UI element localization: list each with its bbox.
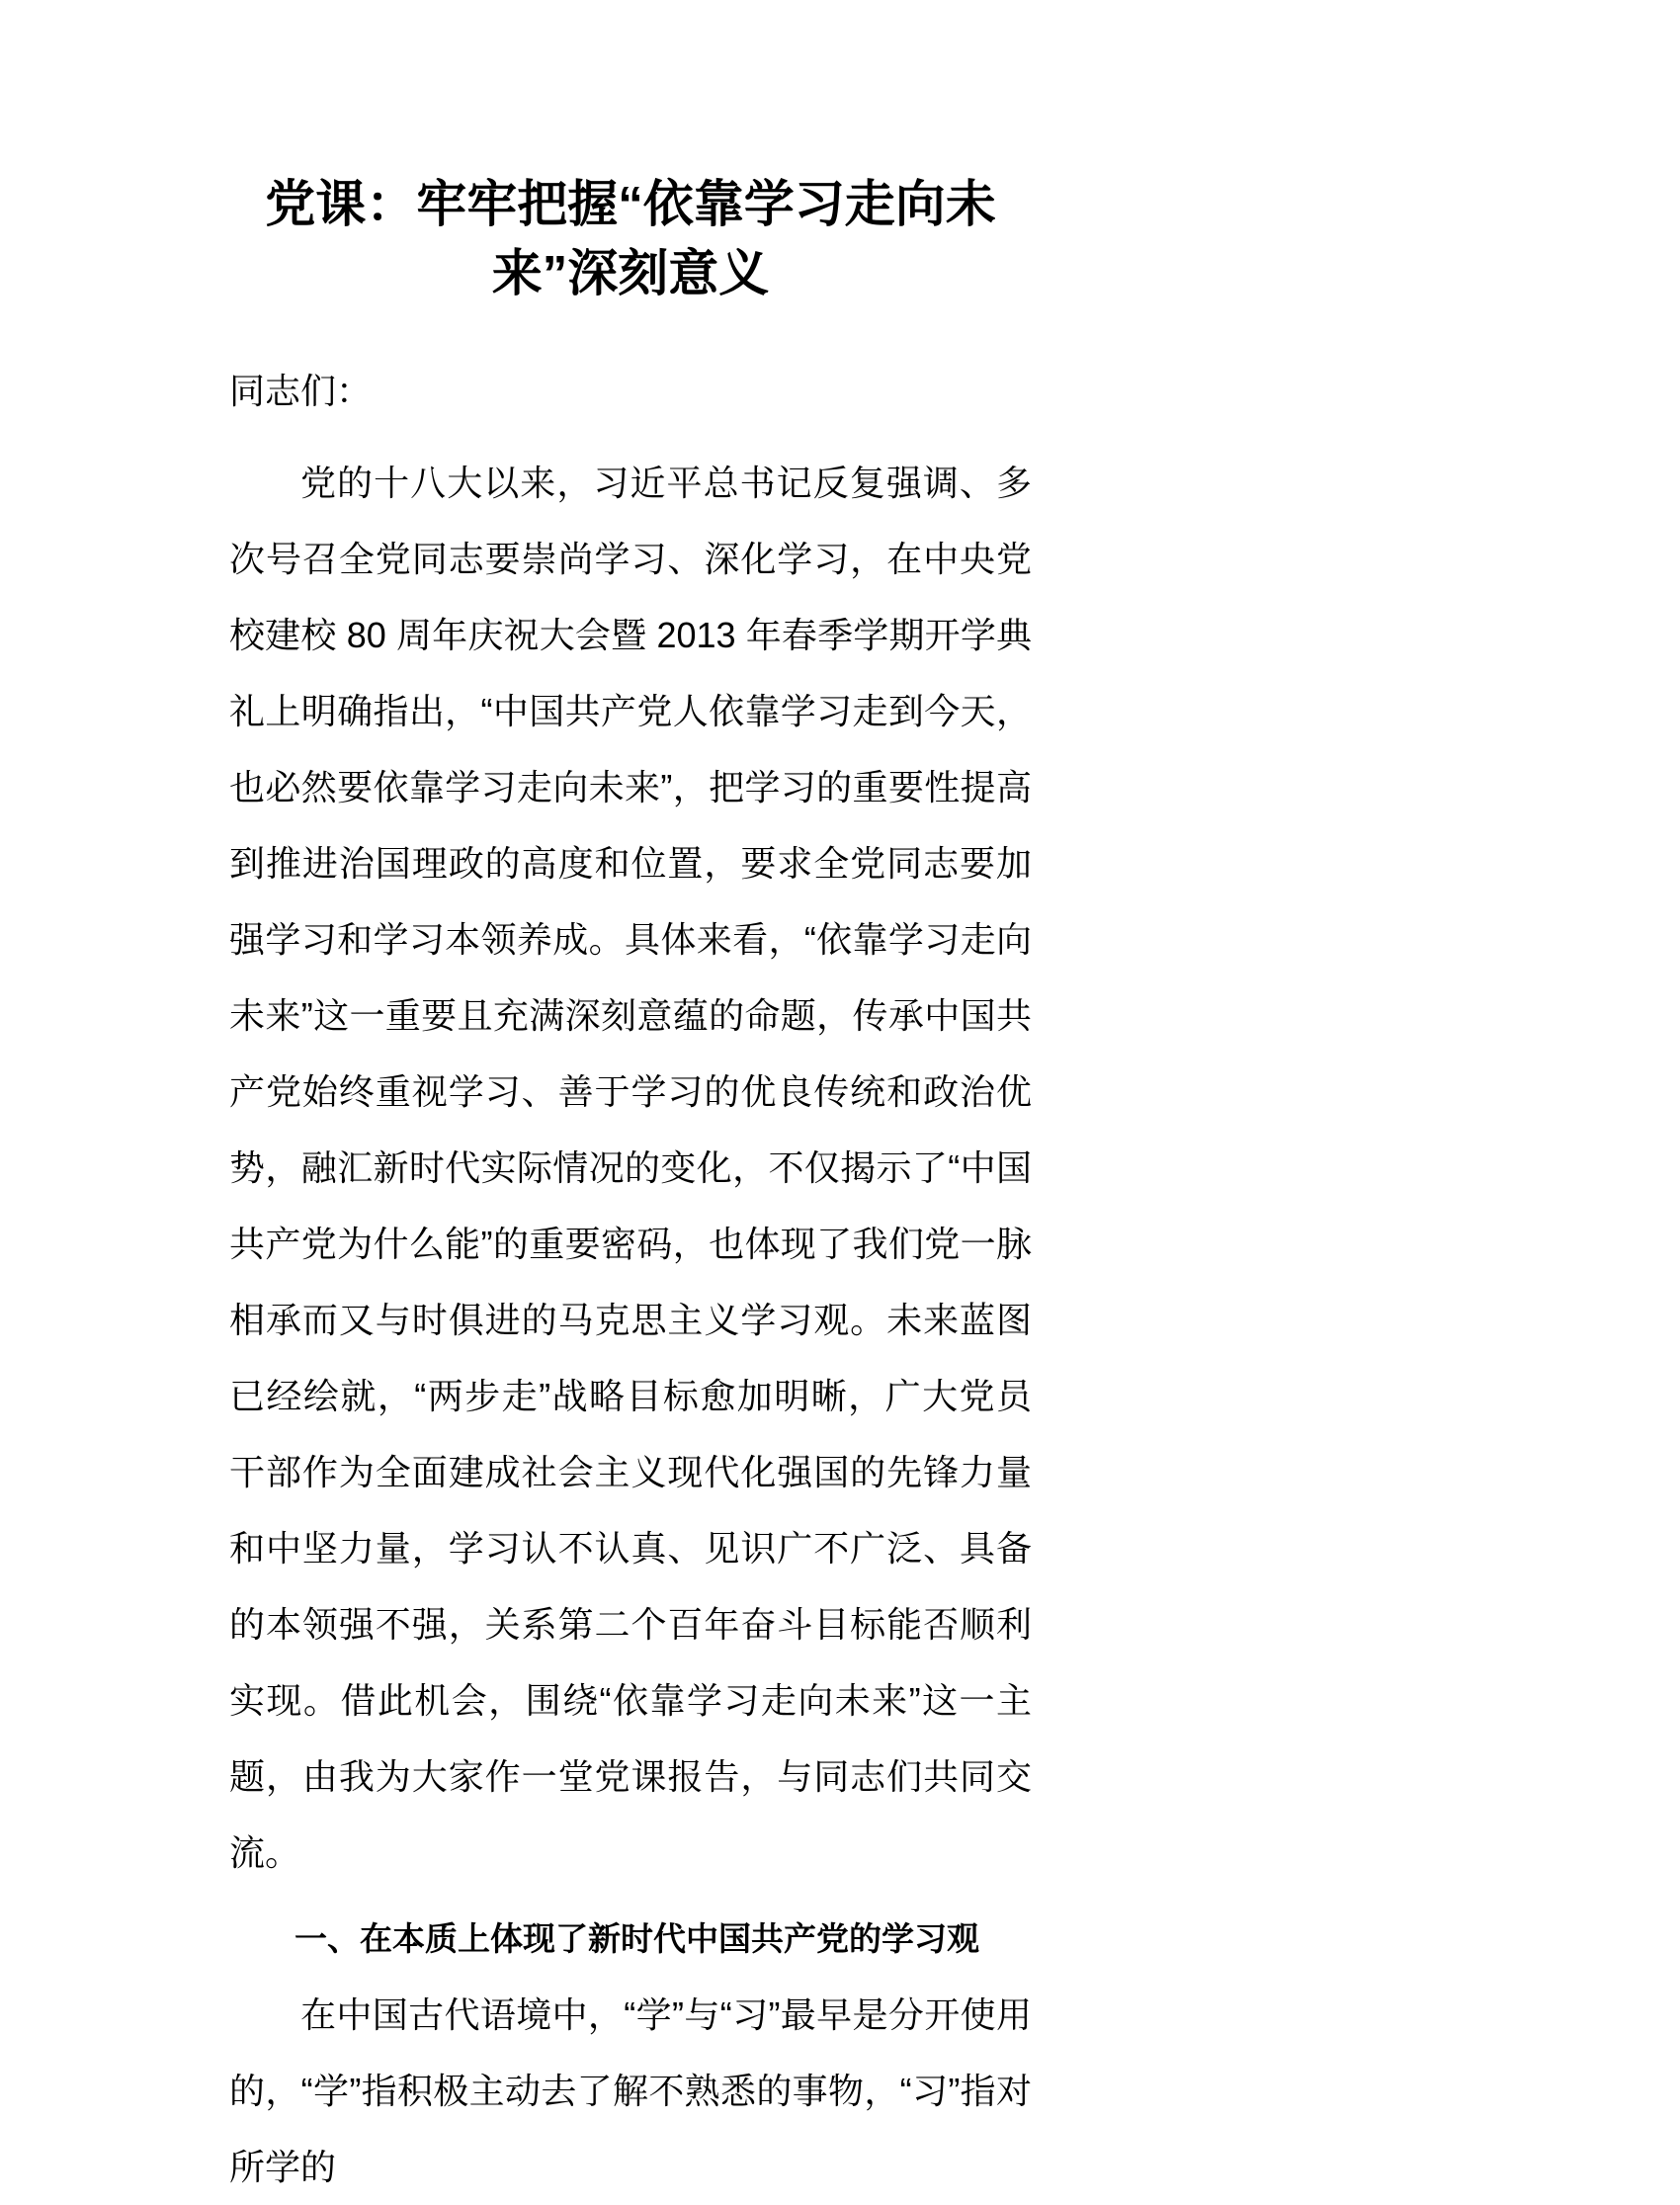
section-heading-1: 一、在本质上体现了新时代中国共产党的学习观: [294, 1920, 979, 1957]
section-1-paragraph: 在中国古代语境中，“学”与“习”最早是分开使用的，“学”指积极主动去了解不熟悉的事物，“习”指对所学的: [229, 1994, 1032, 2187]
page-title: 党课：牢牢把握“依靠学习走向未来”深刻意义: [265, 176, 996, 301]
body-paragraph-1: 党的十八大以来，习近平总书记反复强调、多次号召全党同志要崇尚学习、深化学习，在中央党校建校 80 周年庆祝大会暨 2013 年春季学期开学典礼上明确指出，“中国共产党人依靠学习走到今天，也必然要依靠学习走向未来”，把学习的重要性提高到推进治国理政的高度和位置，要求全党同志要加强学习和学习本领养成。具体来看，“依靠学习走向未来”这一重要且充满深刻意蕴的命题，传承中国共产党始终重视学习、善于学习的优良传统和政治优势，融汇新时代实际情况的变化，不仅揭示了“中国共产党为什么能”的重要密码，也体现了我们党一脉相承而又与时俱进的马克思主义学习观。未来蓝图已经绘就，“两步走”战略目标愈加明晰，广大党员干部作为全面建成社会主义现代化强国的先锋力量和中坚力量，学习认不认真、见识广不广泛、具备的本领强不强，关系第二个百年奋斗目标能否顺利实现。借此机会，围绕“依靠学习走向未来”这一主题，由我为大家作一堂党课报告，与同志们共同交流。: [229, 463, 1032, 1873]
document-content: [229, 0, 1032, 2205]
salutation-text: 同志们：: [229, 371, 373, 411]
